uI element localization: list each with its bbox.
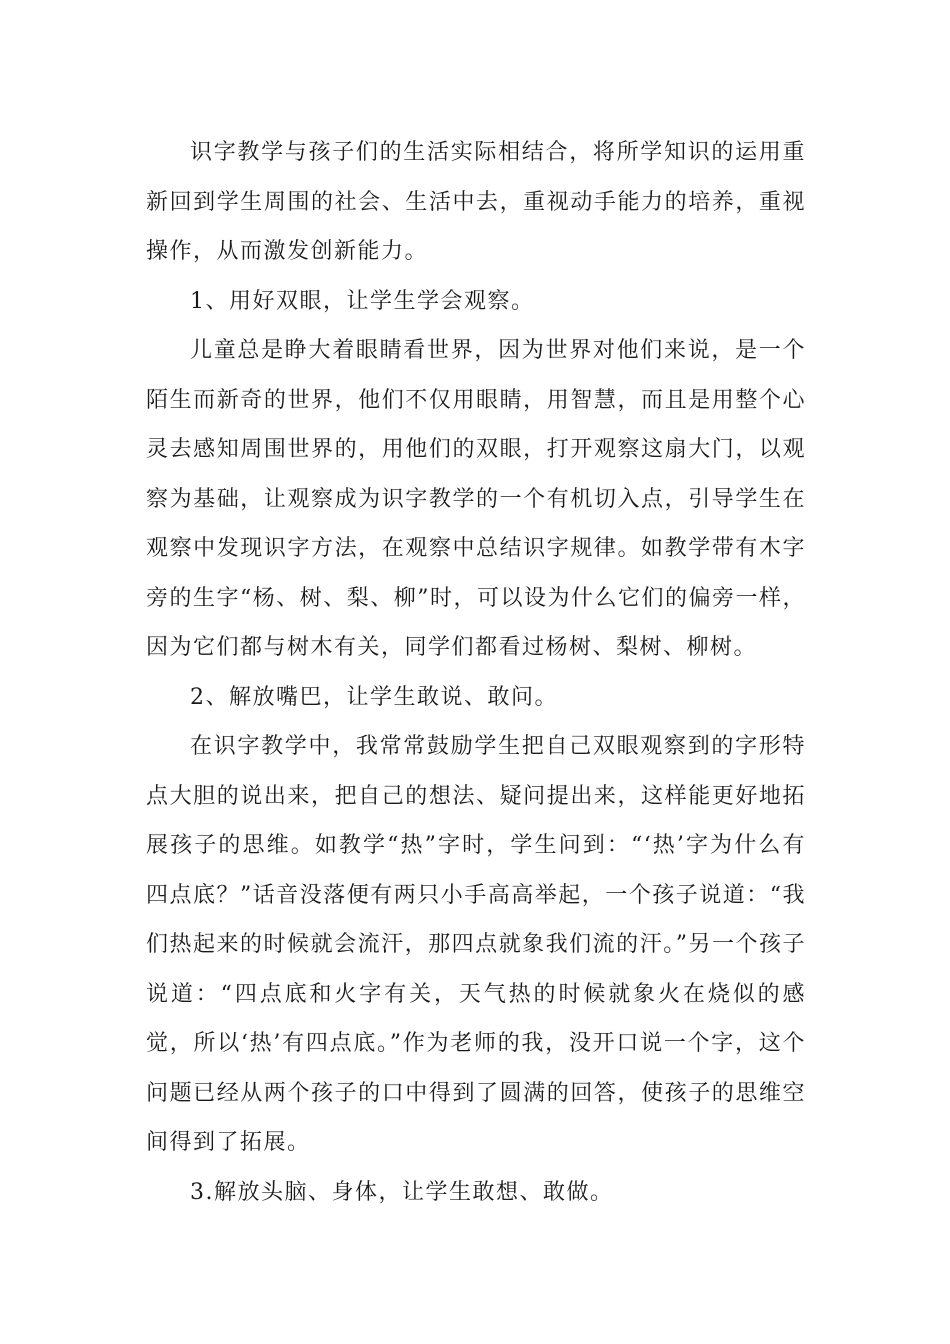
document-body xyxy=(146,128,806,1217)
heading-think: 3.解放头脑、身体，让学生敢想、敢做。 xyxy=(190,1179,614,1205)
paragraph-observe: 儿童总是睁大着眼睛看世界，因为世界对他们来说，是一个陌生而新奇的世界，他们不仅用眼睛，用智慧，而且是用整个心灵去感知周围世界的，用他们的双眼，打开观察这扇大门，以观察为基础，让观察成为识字教学的一个有机切入点，引导学生在观察中发现识字方法，在观察中总结识字规律。如教学带有木字旁的生字“杨、树、梨、柳”时，可以设为什么它们的偏旁一样，因为它们都与树木有关，同学们都看过杨树、梨树、柳树。 xyxy=(146,338,806,660)
paragraph-intro: 识字教学与孩子们的生活实际相结合，将所学知识的运用重新回到学生周围的社会、生活中去，重视动手能力的培养，重视操作，从而激发创新能力。 xyxy=(146,140,806,264)
heading-observe: 1、用好双眼，让学生学会观察。 xyxy=(190,288,535,314)
paragraph-speak: 在识字教学中，我常常鼓励学生把自己双眼观察到的字形特点大胆的说出来，把自己的想法、疑问提出来，这样能更好地拓展孩子的思维。如教学“热”字时，学生问到：“‘热’字为什么有四点底？”话音没落便有两只小手高高举起，一个孩子说道：“我们热起来的时候就会流汗，那四点就象我们流的汗。”另一个孩子说道：“四点底和火字有关，天气热的时候就象火在烧似的感觉，所以‘热’有四点底。”作为老师的我，没开口说一个字，这个问题已经从两个孩子的口中得到了圆满的回答，使孩子的思维空间得到了拓展。 xyxy=(146,734,806,1155)
heading-speak: 2、解放嘴巴，让学生敢说、敢问。 xyxy=(190,684,558,710)
